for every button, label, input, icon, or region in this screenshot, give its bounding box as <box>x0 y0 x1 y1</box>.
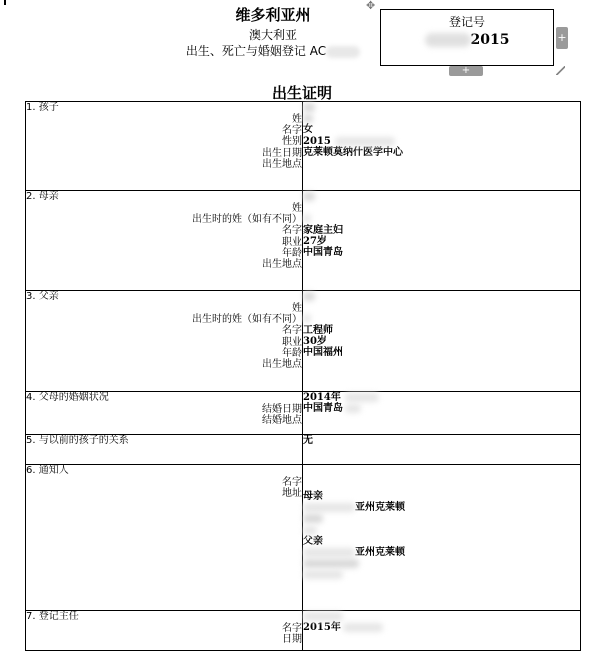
field-value-text: 2015年 <box>303 622 341 634</box>
field-value <box>303 392 580 403</box>
certificate-title <box>0 82 600 103</box>
field-labels <box>26 114 302 170</box>
field-labels <box>26 623 302 645</box>
field-value <box>303 102 580 113</box>
section-mother-labels <box>26 191 303 291</box>
redacted-block <box>335 137 395 146</box>
certificate-table <box>25 101 581 651</box>
field-label: 名字 <box>282 225 302 237</box>
field-label: 名字 <box>282 125 302 137</box>
field-label: 名字 <box>282 623 302 634</box>
registration-label: 登记号 <box>448 15 485 29</box>
redacted-block <box>326 46 360 58</box>
field-value-text: 中国青岛 <box>303 403 343 415</box>
redacted-block <box>303 292 315 301</box>
field-label: 日期 <box>282 634 302 646</box>
field-label: 姓 <box>292 303 302 314</box>
section-father-labels <box>26 291 303 392</box>
redacted-block <box>303 548 355 557</box>
section-registrar <box>26 611 581 651</box>
field-value-text: 亚州克莱顿 <box>355 502 405 514</box>
field-value: 中国青岛 <box>303 246 343 258</box>
field-value <box>303 611 580 622</box>
field-value <box>303 213 580 224</box>
redacted-block <box>303 559 359 568</box>
act-text: 出生、死亡与婚姻登记 AC <box>185 44 327 58</box>
state-name: 维多利亚州 <box>235 6 311 24</box>
redacted-block <box>303 114 313 123</box>
section-heading: 5. 与以前的孩子的关系 <box>26 435 129 446</box>
field-label: 名字 <box>282 325 302 337</box>
field-value <box>303 403 580 414</box>
field-value: 中国福州 <box>303 346 343 358</box>
field-label: 出生时的姓（如有不同） <box>192 214 302 226</box>
section-marriage <box>26 392 581 435</box>
section-heading: 4. 父母的婚姻状况 <box>26 392 109 403</box>
field-label: 出生日期 <box>262 147 302 159</box>
field-value: 家庭主妇 <box>303 224 343 236</box>
field-value <box>303 136 580 147</box>
redacted-block <box>303 526 317 535</box>
field-value <box>303 202 580 213</box>
section-heading: 1. 孩子 <box>26 102 59 113</box>
section-registrar-values <box>303 611 581 651</box>
section-siblings-labels <box>26 435 303 465</box>
redacted-block <box>343 623 383 632</box>
redacted-block <box>303 103 315 112</box>
field-label: 职业 <box>282 336 302 348</box>
corner-mark <box>4 0 6 5</box>
section-father-values <box>303 291 581 392</box>
field-value: 母亲 <box>303 491 323 502</box>
field-value <box>303 513 580 524</box>
section-child-values <box>303 102 581 191</box>
field-value <box>303 547 580 558</box>
section-child <box>26 102 581 191</box>
section-mother-values <box>303 191 581 291</box>
field-value <box>303 569 580 580</box>
section-registrar-labels <box>26 611 303 651</box>
field-label: 地址 <box>282 488 302 500</box>
redacted-block <box>303 570 343 579</box>
section-heading: 3. 父亲 <box>26 291 59 302</box>
section-informant <box>26 465 581 611</box>
section-siblings <box>26 435 581 465</box>
section-informant-values <box>303 465 581 611</box>
field-labels <box>26 404 302 426</box>
section-child-labels <box>26 102 303 191</box>
redacted-block <box>345 393 379 402</box>
redacted-block <box>345 404 361 413</box>
redacted-block <box>425 33 471 47</box>
field-value: 父亲 <box>303 535 323 547</box>
redacted-block <box>303 214 311 223</box>
field-value <box>303 558 580 569</box>
field-label: 结婚日期 <box>262 404 302 415</box>
field-value: 工程师 <box>303 324 333 336</box>
registration-number <box>381 32 553 48</box>
field-value: 27岁 <box>303 235 327 247</box>
field-value <box>303 622 580 633</box>
field-value <box>303 191 580 202</box>
field-label: 性别 <box>282 136 302 148</box>
field-label: 出生地点 <box>262 258 302 270</box>
side-plus-handle[interactable]: + <box>556 27 568 49</box>
resize-handle-icon[interactable] <box>556 66 565 75</box>
field-label: 年龄 <box>282 247 302 259</box>
field-value: 无 <box>303 435 313 446</box>
field-label: 出生地点 <box>262 358 302 370</box>
section-father <box>26 291 581 392</box>
field-label: 出生地点 <box>262 158 302 170</box>
redacted-block <box>303 612 343 621</box>
field-value <box>303 113 580 124</box>
field-value: 女 <box>303 124 313 136</box>
field-label: 姓 <box>292 203 302 214</box>
registration-number-suffix: 2015 <box>470 32 510 48</box>
field-value: 30岁 <box>303 335 327 347</box>
field-value-text: 2014年 <box>303 392 341 403</box>
field-value <box>303 313 580 324</box>
field-value-text: 亚州克莱顿 <box>355 546 405 558</box>
field-label: 结婚地点 <box>262 415 302 427</box>
field-label: 年龄 <box>282 347 302 359</box>
field-labels <box>26 303 302 370</box>
section-heading: 6. 通知人 <box>26 465 69 476</box>
section-siblings-values <box>303 435 581 465</box>
section-informant-labels <box>26 465 303 611</box>
field-value: 克莱顿莫纳什医学中心 <box>303 146 403 158</box>
field-value <box>303 291 580 302</box>
field-labels <box>26 203 302 270</box>
bottom-plus-handle[interactable]: + <box>449 66 483 76</box>
section-heading: 7. 登记主任 <box>26 611 79 622</box>
country-name: 澳大利亚 <box>248 28 297 42</box>
section-mother <box>26 191 581 291</box>
move-handle-icon[interactable]: ✥ <box>366 0 376 12</box>
section-marriage-labels <box>26 392 303 435</box>
field-value <box>303 502 580 513</box>
section-heading: 2. 母亲 <box>26 191 59 202</box>
field-label: 姓 <box>292 114 302 125</box>
field-value <box>303 525 580 536</box>
field-label: 名字 <box>282 477 302 488</box>
field-value <box>303 302 580 313</box>
redacted-block <box>303 314 311 323</box>
section-marriage-values <box>303 392 581 435</box>
field-label: 出生时的姓（如有不同） <box>192 314 302 326</box>
registration-number-box[interactable] <box>380 9 554 66</box>
redacted-block <box>303 192 315 201</box>
field-value-text: 2015 <box>303 135 331 147</box>
redacted-block <box>303 503 355 512</box>
redacted-block <box>303 514 323 523</box>
field-label: 职业 <box>282 236 302 248</box>
certificate-title-text: 出生证明 <box>271 84 332 102</box>
field-labels <box>26 477 302 499</box>
